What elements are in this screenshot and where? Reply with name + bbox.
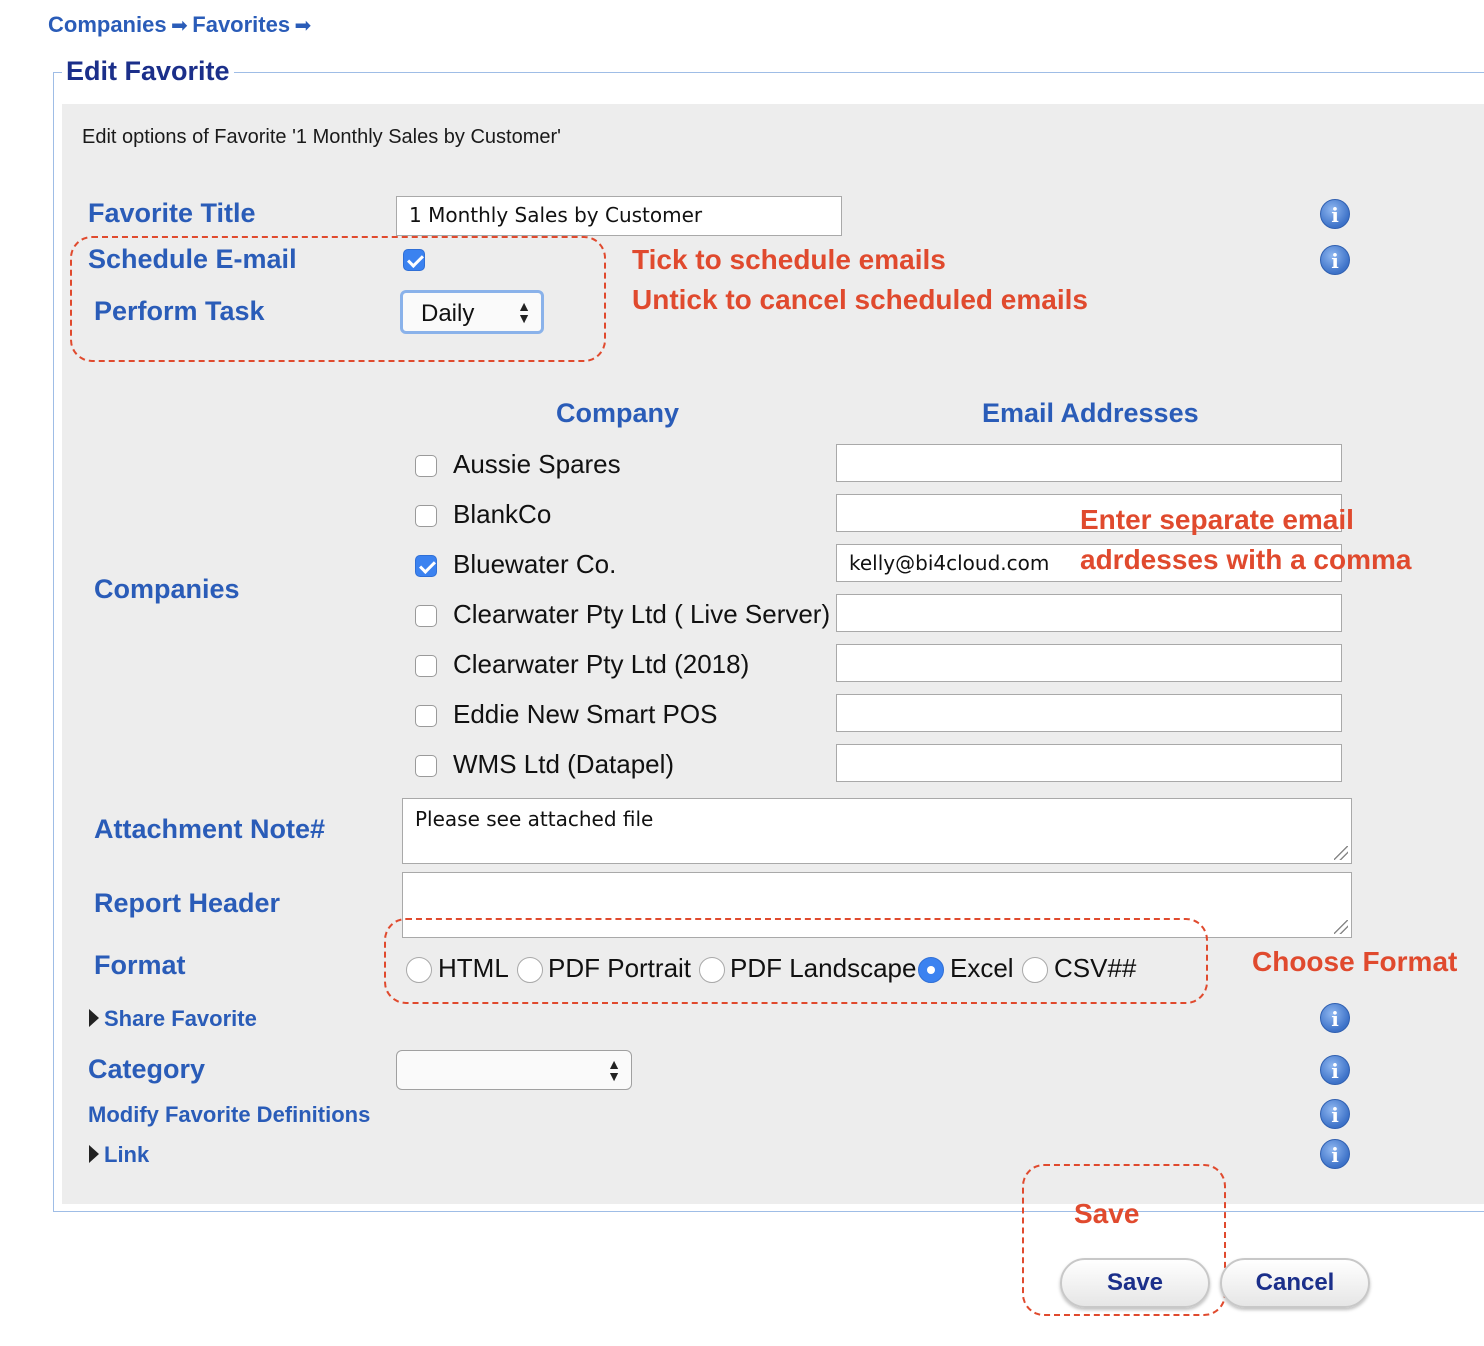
email-column-header: Email Addresses — [982, 398, 1199, 428]
company-name: BlankCo — [453, 499, 552, 529]
category-label: Category — [88, 1054, 206, 1084]
schedule-email-label: Schedule E-mail — [88, 244, 297, 274]
intro-text: Edit options of Favorite '1 Monthly Sales by Customer' — [82, 126, 561, 148]
annotation-schedule-box — [70, 236, 606, 362]
breadcrumb-arrow-icon: ➡ — [294, 15, 312, 37]
company-checkbox[interactable] — [415, 655, 437, 677]
resize-handle-icon[interactable] — [1334, 920, 1348, 934]
favorite-title-label: Favorite Title — [88, 198, 256, 228]
info-icon[interactable]: i — [1320, 1003, 1350, 1033]
modify-favorite-definitions-link[interactable]: Modify Favorite Definitions — [88, 1102, 371, 1127]
company-email-input[interactable] — [836, 644, 1342, 682]
annotation-email-line1: Enter separate email — [1080, 504, 1354, 535]
expand-triangle-icon[interactable] — [89, 1009, 99, 1027]
favorite-title-input[interactable]: 1 Monthly Sales by Customer — [396, 196, 842, 236]
company-checkbox[interactable] — [415, 705, 437, 727]
company-email-input[interactable] — [836, 694, 1342, 732]
companies-label: Companies — [94, 574, 240, 604]
annotation-save: Save — [1074, 1198, 1140, 1229]
updown-arrows-icon: ▲ ▼ — [517, 298, 531, 326]
annotation-format: Choose Format — [1252, 946, 1458, 977]
company-checkbox[interactable] — [415, 605, 437, 627]
breadcrumb-link-favorites[interactable]: Favorites — [192, 12, 291, 37]
info-icon[interactable]: i — [1320, 1099, 1350, 1129]
format-option-label: Excel — [950, 953, 1014, 983]
annotation-schedule-line1: Tick to schedule emails — [632, 244, 946, 275]
company-name: Aussie Spares — [453, 449, 621, 479]
company-email-input[interactable] — [836, 594, 1342, 632]
resize-handle-icon[interactable] — [1334, 846, 1348, 860]
company-checkbox[interactable] — [415, 555, 437, 577]
company-name: Clearwater Pty Ltd ( Live Server) — [453, 599, 831, 629]
breadcrumb-link-companies[interactable]: Companies — [48, 12, 167, 37]
perform-task-label: Perform Task — [94, 296, 265, 326]
format-option-label: CSV## — [1054, 953, 1137, 983]
format-option-label: PDF Portrait — [548, 953, 692, 983]
breadcrumb — [48, 12, 311, 38]
format-label: Format — [94, 950, 186, 980]
company-email-input[interactable] — [836, 444, 1342, 482]
link-toggle[interactable]: Link — [104, 1142, 150, 1167]
annotation-schedule-line2: Untick to cancel scheduled emails — [632, 284, 1088, 315]
company-checkbox[interactable] — [415, 455, 437, 477]
attachment-note-textarea[interactable] — [402, 798, 1352, 864]
company-column-header: Company — [556, 398, 680, 428]
info-icon[interactable]: i — [1320, 1139, 1350, 1169]
company-name: WMS Ltd (Datapel) — [453, 749, 675, 779]
report-header-label: Report Header — [94, 888, 281, 918]
info-icon[interactable]: i — [1320, 1055, 1350, 1085]
expand-triangle-icon[interactable] — [89, 1145, 99, 1163]
updown-arrows-icon: ▲ ▼ — [607, 1056, 621, 1084]
company-checkbox[interactable] — [415, 505, 437, 527]
company-name: Clearwater Pty Ltd (2018) — [453, 649, 750, 679]
company-name: Eddie New Smart POS — [453, 699, 718, 729]
share-favorite-link[interactable]: Share Favorite — [104, 1006, 257, 1031]
format-option-label: HTML — [438, 953, 509, 983]
category-select[interactable] — [396, 1050, 632, 1090]
breadcrumb-arrow-icon: ➡ — [171, 15, 188, 37]
perform-task-value: Daily — [421, 300, 475, 327]
company-email-input[interactable] — [836, 744, 1342, 782]
attachment-note-value: Please see attached file — [415, 807, 654, 831]
annotation-format-box — [384, 918, 1208, 1004]
attachment-note-label: Attachment Note# — [94, 814, 326, 844]
company-checkbox[interactable] — [415, 755, 437, 777]
info-icon[interactable]: i — [1320, 199, 1350, 229]
cancel-button[interactable]: Cancel — [1220, 1258, 1370, 1308]
save-button[interactable]: Save — [1060, 1258, 1210, 1308]
info-icon[interactable]: i — [1320, 245, 1350, 275]
company-name: Bluewater Co. — [453, 549, 617, 579]
section-title: Edit Favorite — [62, 56, 234, 87]
annotation-email-line2: adrdesses with a comma — [1080, 544, 1412, 575]
format-option-label: PDF Landscape — [730, 953, 917, 983]
company-email-input[interactable]: kelly@bi4cloud.com — [836, 544, 1342, 582]
